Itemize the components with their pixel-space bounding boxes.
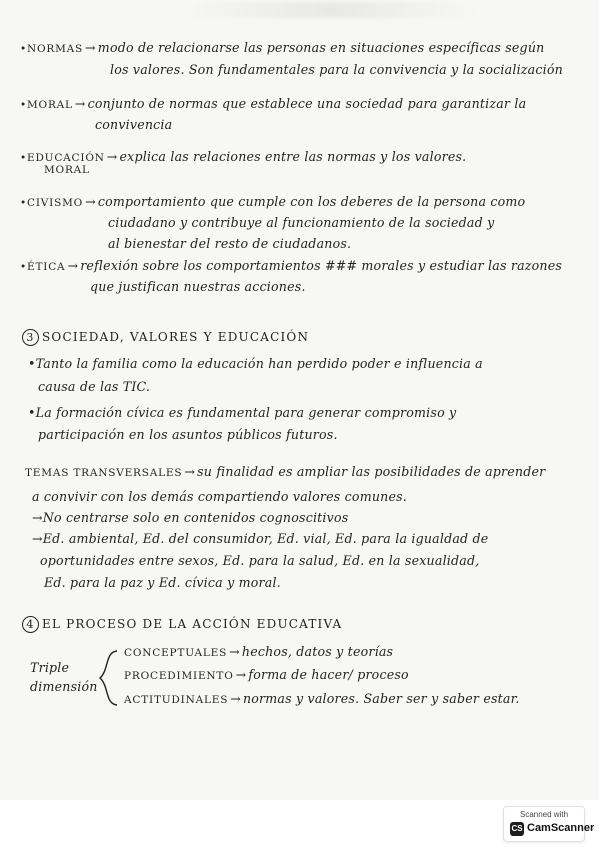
procedimiento-text: forma de hacer/ proceso bbox=[248, 667, 409, 682]
arrow-icon: → bbox=[230, 691, 241, 706]
etica-term: •ÉTICA bbox=[20, 261, 66, 273]
conceptuales-text: hechos, datos y teorías bbox=[241, 644, 394, 659]
temas-definition-2: a convivir con los demás compartiendo valores comunes. bbox=[32, 489, 407, 504]
civismo-line-1 bbox=[20, 194, 525, 209]
section-4-title: EL PROCESO DE LA ACCIÓN EDUCATIVA bbox=[42, 617, 343, 631]
ink-bleed bbox=[180, 2, 480, 18]
temas-line-1 bbox=[25, 464, 545, 479]
section-3-bullet-1-line-2: causa de las TIC. bbox=[38, 379, 151, 394]
etica-definition-2: que justifican nuestras acciones. bbox=[90, 279, 306, 294]
etica-line-1 bbox=[20, 258, 562, 273]
section-number-badge: 4 bbox=[22, 616, 39, 633]
section-3-bullet-2-line-1: •La formación cívica es fundamental para generar compromiso y bbox=[28, 405, 457, 420]
arrow-icon: → bbox=[85, 194, 96, 209]
temas-point-2-end: Ed. para la paz y Ed. cívica y moral. bbox=[44, 575, 281, 590]
arrow-icon: → bbox=[184, 464, 196, 479]
civismo-definition-2: ciudadano y contribuye al funcionamiento de la sociedad y bbox=[108, 215, 495, 230]
educacion-line-1 bbox=[20, 149, 466, 164]
section-4-heading bbox=[22, 616, 342, 633]
moral-term: •MORAL bbox=[20, 99, 73, 111]
etica-definition-1: reflexión sobre los comportamientos ### morales y estudiar las razones bbox=[80, 258, 563, 273]
moral-line-1 bbox=[20, 96, 526, 111]
camscanner-watermark bbox=[503, 806, 595, 842]
temas-point-2-cont: oportunidades entre sexos, Ed. para la salud, Ed. en la sexualidad, bbox=[40, 553, 480, 568]
educacion-term-2: MORAL bbox=[44, 164, 90, 176]
educacion-definition: explica las relaciones entre las normas y los valores. bbox=[119, 149, 467, 164]
normas-definition-2: los valores. Son fundamentales para la convivencia y la socialización bbox=[110, 62, 563, 77]
watermark-brand: CamScanner bbox=[527, 822, 595, 834]
section-number-badge: 3 bbox=[22, 329, 39, 346]
temas-point-2: →Ed. ambiental, Ed. del consumidor, Ed. vial, Ed. para la igualdad de bbox=[32, 531, 489, 546]
curly-brace-icon bbox=[97, 648, 119, 708]
arrow-icon: → bbox=[74, 96, 86, 111]
watermark-caption: Scanned with bbox=[519, 810, 569, 819]
normas-definition-1: modo de relacionarse las personas en situaciones específicas según bbox=[97, 40, 545, 55]
temas-term: TEMAS TRANSVERSALES bbox=[25, 467, 183, 479]
conceptuales-term: CONCEPTUALES bbox=[124, 647, 228, 659]
dimension-label: dimensión bbox=[30, 679, 98, 694]
section-3-bullet-1-line-1: •Tanto la familia como la educación han perdido poder e influencia a bbox=[28, 356, 483, 371]
temas-definition-1: su finalidad es ampliar las posibilidades de aprender bbox=[197, 464, 546, 479]
camscanner-logo-icon: CS bbox=[510, 822, 524, 836]
arrow-icon: → bbox=[85, 40, 96, 55]
civismo-definition-3: al bienestar del resto de ciudadanos. bbox=[108, 236, 352, 251]
actitudinales-term: ACTITUDINALES bbox=[124, 694, 229, 706]
section-3-title: SOCIEDAD, VALORES Y EDUCACIÓN bbox=[42, 330, 310, 344]
arrow-icon: → bbox=[106, 149, 118, 164]
moral-definition-1: conjunto de normas que establece una sociedad para garantizar la bbox=[87, 96, 527, 111]
procedimiento-term: PROCEDIMIENTO bbox=[124, 670, 234, 682]
normas-line-1 bbox=[20, 40, 544, 55]
section-3-heading bbox=[22, 329, 309, 346]
triple-label: Triple bbox=[30, 660, 70, 675]
actitudinales-text: normas y valores. Saber ser y saber estar. bbox=[242, 691, 520, 706]
branch-actitudinales bbox=[124, 691, 520, 706]
branch-conceptuales bbox=[124, 644, 393, 659]
moral-definition-2: convivencia bbox=[95, 117, 173, 132]
branch-procedimiento bbox=[124, 667, 409, 682]
civismo-term: •CIVISMO bbox=[20, 197, 84, 209]
normas-term: •NORMAS bbox=[20, 43, 84, 55]
section-3-bullet-2-line-2: participación en los asuntos públicos futuros. bbox=[38, 427, 338, 442]
arrow-icon: → bbox=[229, 644, 240, 659]
arrow-icon: → bbox=[235, 667, 247, 682]
civismo-definition-1: comportamiento que cumple con los deberes de la persona como bbox=[97, 194, 526, 209]
arrow-icon: → bbox=[67, 258, 79, 273]
temas-point-1: →No centrarse solo en contenidos cognoscitivos bbox=[32, 510, 349, 525]
educacion-term: •EDUCACIÓN bbox=[20, 152, 105, 164]
